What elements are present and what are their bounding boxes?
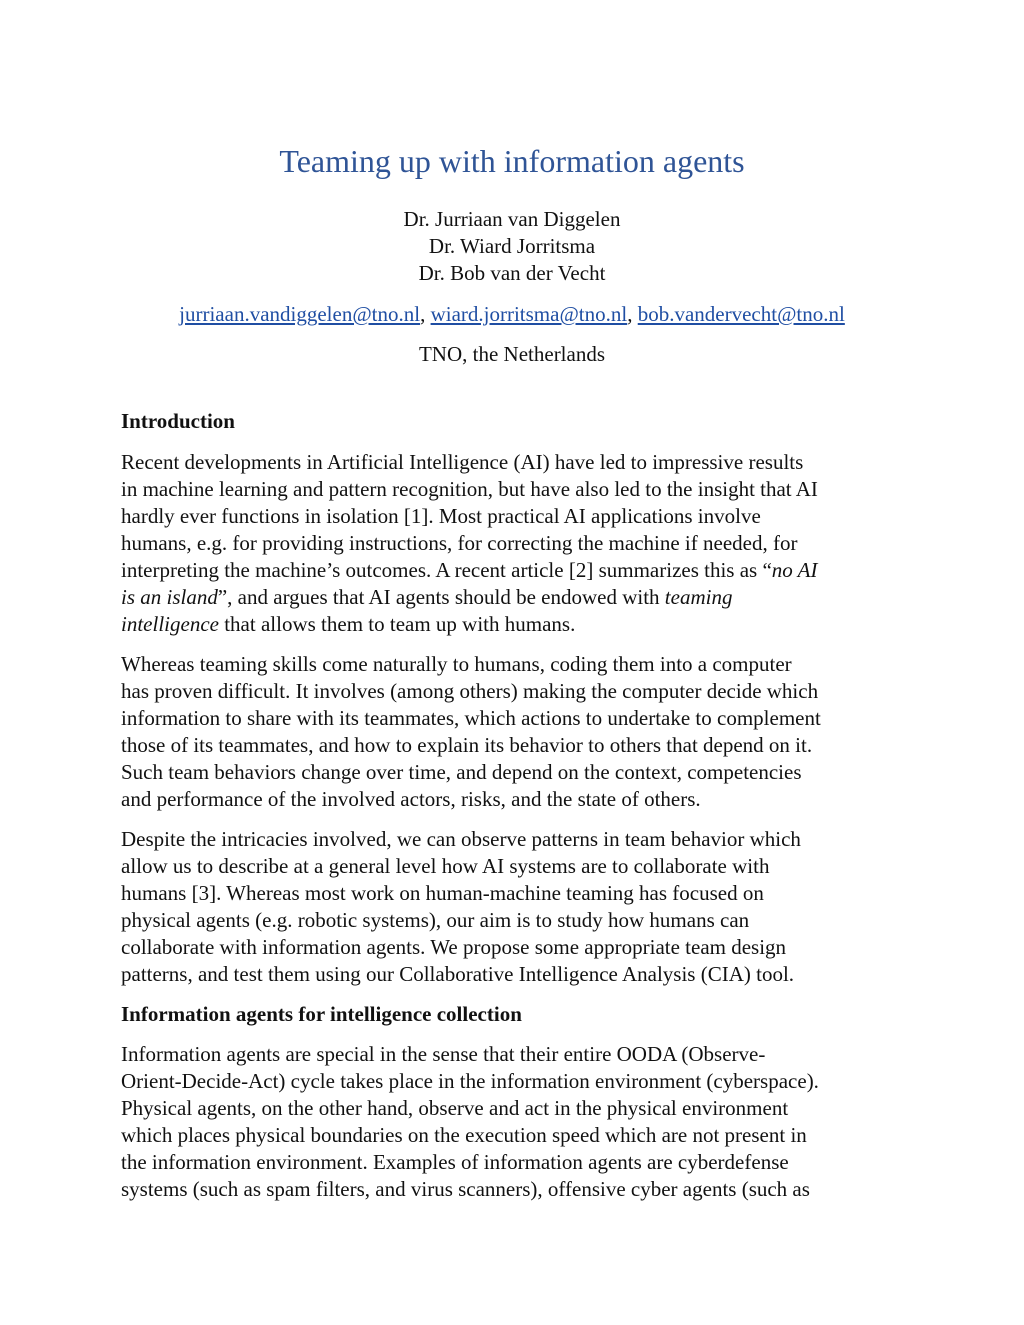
affiliation: TNO, the Netherlands [418,342,606,366]
paragraph-line: humans [3]. Whereas most work on human-machine teaming has focused on [121,881,764,905]
author-name: Dr. Jurriaan van Diggelen [403,207,621,231]
email-separator: , [627,302,638,326]
paragraph-line: Despite the intricacies involved, we can observe patterns in team behavior which [121,827,801,851]
paragraph-line: Physical agents, on the other hand, observe and act in the physical environment [121,1096,789,1120]
paragraph-line: patterns, and test them using our Collaborative Intelligence Analysis (CIA) tool. [121,962,795,986]
paper-title: Teaming up with information agents [279,143,745,179]
emphasis: teaming [664,585,733,609]
paragraph-line: allow us to describe at a general level how AI systems are to collaborate with [121,854,770,878]
author-name: Dr. Wiard Jorritsma [428,234,596,258]
paragraph-line: hardly ever functions in isolation [1]. Most practical AI applications involve [121,504,761,528]
paragraph-line: humans, e.g. for providing instructions, for correcting the machine if needed, for [121,531,798,555]
author-list [0,206,1024,287]
email-link[interactable]: bob.vandervecht@tno.nl [637,302,845,326]
paragraph-line: Recent developments in Artificial Intelligence (AI) have led to impressive results [121,450,804,474]
author-emails [0,301,1024,328]
emphasis: is an island [121,585,218,609]
paragraph-line: Such team behaviors change over time, and depend on the context, competencies [121,760,802,784]
paragraph-line: the information environment. Examples of information agents are cyberdefense [121,1150,789,1174]
paragraph-line: physical agents (e.g. robotic systems), our aim is to study how humans can [121,908,750,932]
email-separator: , [420,302,431,326]
section-heading: Introduction [121,409,235,433]
paragraph-line: has proven difficult. It involves (among others) making the computer decide which [121,679,819,703]
paragraph-line: those of its teammates, and how to explain its behavior to others that depend on it. [121,733,813,757]
paragraph-line: intelligence that allows them to team up with humans. [121,612,576,636]
emphasis: no AI [771,558,818,582]
section-heading: Information agents for intelligence collection [121,1002,522,1026]
paragraph-line: Information agents are special in the sense that their entire OODA (Observe- [121,1042,766,1066]
paragraph-line: in machine learning and pattern recognition, but have also led to the insight that AI [121,477,818,501]
email-link[interactable]: wiard.jorritsma@tno.nl [430,302,628,326]
paragraph [121,826,911,988]
paragraph-line: interpreting the machine’s outcomes. A recent article [2] summarizes this as “no AI [121,558,818,582]
author-name: Dr. Bob van der Vecht [418,261,606,285]
paragraph-line: is an island”, and argues that AI agents should be endowed with teaming [121,585,733,609]
paragraph [121,651,911,813]
paragraph-line: collaborate with information agents. We propose some appropriate team design [121,935,787,959]
paragraph-line: and performance of the involved actors, risks, and the state of others. [121,787,701,811]
paragraph [121,449,911,638]
emphasis: intelligence [121,612,219,636]
email-link[interactable]: jurriaan.vandiggelen@tno.nl [179,302,421,326]
paragraph-line: Whereas teaming skills come naturally to humans, coding them into a computer [121,652,792,676]
paragraph-line: which places physical boundaries on the execution speed which are not present in [121,1123,807,1147]
paragraph-line: information to share with its teammates, which actions to undertake to complement [121,706,821,730]
paragraph-line: systems (such as spam filters, and virus scanners), offensive cyber agents (such as [121,1177,810,1201]
paragraph [121,1041,911,1203]
paragraph-line: Orient-Decide-Act) cycle takes place in the information environment (cyberspace). [121,1069,819,1093]
